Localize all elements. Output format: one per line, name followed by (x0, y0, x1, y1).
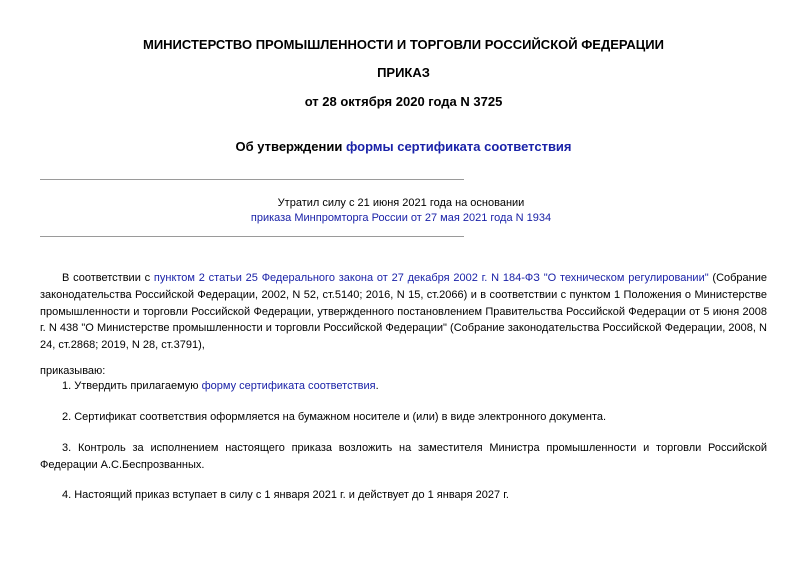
item-3: 3. Контроль за исполнением настоящего приказа возложить на заместителя Министра промышленности и торговли Российской Федерации А.С.Беспрозванных. (40, 442, 767, 471)
preamble-text-before: В соответствии с (62, 272, 154, 284)
status-note-line1: Утратил силу с 21 июня 2021 года на основании (277, 197, 525, 209)
item-2: 2. Сертификат соответствия оформляется на бумажном носителе и (или) в виде электронного документа. (62, 411, 607, 423)
preamble-paragraph (40, 270, 767, 354)
date-number-heading: от 28 октября 2020 года N 3725 (304, 94, 503, 109)
item-1-end: . (375, 380, 379, 392)
federal-law-link[interactable]: пунктом 2 статьи 25 Федерального закона от 27 декабря 2002 г. N 184-ФЗ "О техническом регулировании" (153, 272, 709, 284)
title-prefix: Об утверждении (235, 139, 346, 154)
title-link[interactable]: формы сертификата соответствия (345, 139, 572, 154)
doc-type-heading: ПРИКАЗ (377, 65, 430, 80)
item-1-text: 1. Утвердить прилагаемую (62, 380, 202, 392)
item-4: 4. Настоящий приказ вступает в силу с 1 января 2021 г. и действует до 1 января 2027 г. (62, 489, 509, 501)
repeal-order-link[interactable]: приказа Минпромторга России от 27 мая 2021 года N 1934 (250, 212, 552, 224)
divider-bottom (40, 236, 464, 237)
document-title (0, 139, 807, 154)
ministry-heading: МИНИСТЕРСТВО ПРОМЫШЛЕННОСТИ И ТОРГОВЛИ РОССИЙСКОЙ ФЕДЕРАЦИИ (142, 37, 664, 52)
divider-top (40, 179, 464, 180)
order-word: приказываю: (40, 365, 106, 377)
certificate-form-link[interactable]: форму сертификата соответствия (201, 380, 376, 392)
status-note-line2 (40, 212, 762, 224)
item-1 (40, 378, 767, 395)
preamble-text-after: (Собрание законодательства Российской Федерации, 2002, N 52, ст.5140; 2016, N 15, ст.2066) и в соответствии с пунктом 1 Положения о Министерстве промышленности и торговли Российской Федерации, утвержденного постановлением Правительства Российской Федерации от 5 июня 2008 г. N 438 "О Министерстве промышленности и торговли Российской Федерации" (Собрание законодательства Российской Федерации, 2008, N 24, ст.2868; 2019, N 28, ст.3791), (40, 272, 768, 352)
